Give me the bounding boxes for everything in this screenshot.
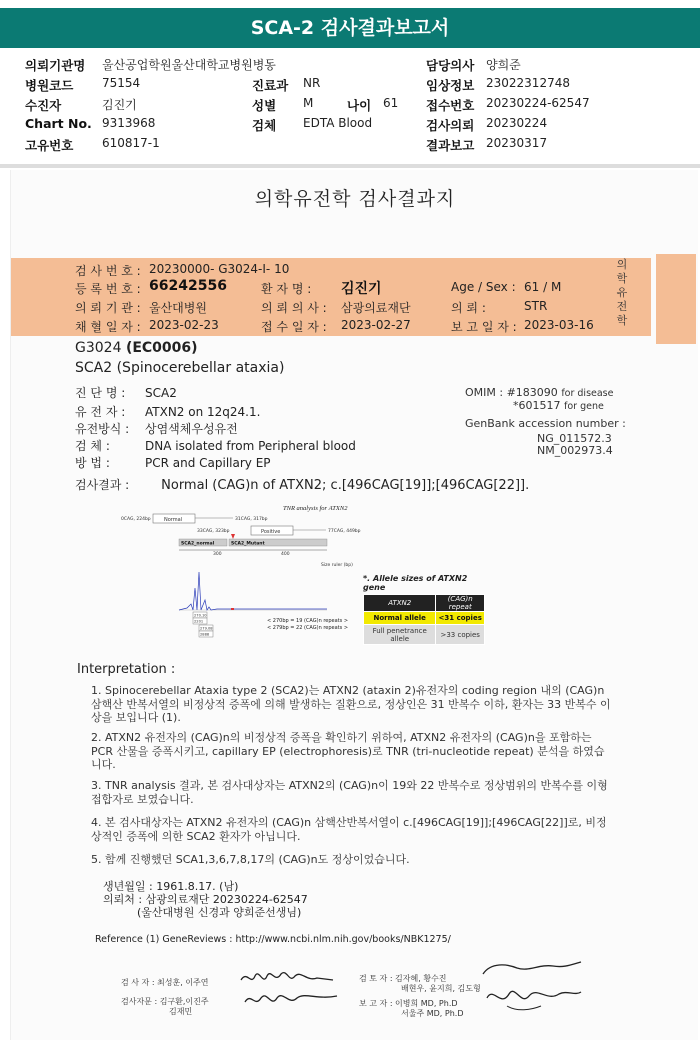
peak-label-3: 279.08 bbox=[200, 626, 213, 631]
positive-box-label: Positive bbox=[261, 529, 281, 535]
req-doc-value: 삼광의료재단 bbox=[341, 301, 411, 315]
test-name: SCA2 (Spinocerebellar ataxia) bbox=[75, 360, 285, 376]
report-label: 보 고 일 자 : bbox=[451, 320, 517, 334]
requester-line: 의뢰처 : 삼광의료재단 20230224-62547 bbox=[103, 893, 308, 906]
clinical-value: 23022312748 bbox=[486, 76, 570, 90]
omim-disease-id: #183090 bbox=[506, 386, 558, 399]
hospital-code-value: 75154 bbox=[102, 76, 141, 90]
doctor-value: 양희준 bbox=[486, 58, 521, 72]
detail-label: 유전방식 : bbox=[75, 422, 130, 436]
test-no-label: 검 사 번 호 : bbox=[75, 264, 141, 278]
header-row-3 bbox=[0, 96, 700, 114]
reviewer-names: 검 토 자 : 김자혜, 황수진 bbox=[359, 974, 447, 983]
header-row-1 bbox=[0, 56, 700, 74]
request-label: 검사의뢰 bbox=[426, 118, 475, 133]
detail-diagnosis bbox=[75, 384, 177, 401]
interpretation-item-1: 1. Spinocerebellar Ataxia type 2 (SCA2)는 ATXN2 (ataxin 2)유전자의 coding region 내의 (CAG)n 삼핵산 반복서열의 비정상적 증폭에 의해 발생하는 질환으로, 정상인은 31 반복수 이하, 환자는 33 반복수 이상을 보입니다 (1). bbox=[91, 684, 611, 724]
age-value: 61 bbox=[383, 96, 399, 110]
tester-signature bbox=[237, 966, 349, 1016]
detail-value: 상염색체우성유전 bbox=[145, 422, 238, 436]
allele-header-repeat: (CAG)n repeat bbox=[436, 595, 485, 612]
hospital-code-label: 병원코드 bbox=[25, 78, 74, 93]
peak-label-2: 2201 bbox=[194, 619, 204, 624]
detail-value: SCA2 bbox=[145, 386, 177, 400]
ruler-tick-400: 400 bbox=[281, 552, 290, 557]
birth-date: 생년월일 : 1961.8.17. (남) bbox=[103, 880, 239, 893]
detail-label: 방 법 : bbox=[75, 456, 110, 470]
advisor-names: 검사자문 : 김구환,이진주 bbox=[121, 997, 209, 1006]
result-value: Normal (CAG)n of ATXN2; c.[496CAG[19]];[496CAG[22]]. bbox=[161, 478, 530, 493]
req-label: 의 뢰 : bbox=[451, 301, 486, 315]
patient-name-value: 김진기 bbox=[341, 281, 382, 297]
receipt-label: 접수번호 bbox=[426, 98, 475, 113]
detail-gene bbox=[75, 403, 260, 420]
figure-title: TNR analysis for ATXN2 bbox=[283, 505, 348, 512]
allele-normal-row bbox=[364, 612, 485, 625]
request-value: 20230224 bbox=[486, 116, 548, 130]
sex-label: 성별 bbox=[252, 98, 277, 113]
reg-no-label: 등 록 번 호 : bbox=[75, 282, 141, 296]
age-label: 나이 bbox=[347, 98, 372, 113]
genbank-acc-1: NG_011572.3 bbox=[537, 432, 612, 445]
reg-no-value: 66242556 bbox=[149, 278, 227, 294]
detail-label: 검 체 : bbox=[75, 439, 110, 453]
reviewer-signature bbox=[477, 956, 587, 1016]
test-code-line bbox=[75, 340, 198, 356]
clinical-label: 임상정보 bbox=[426, 78, 475, 93]
reporter-names: 보 고 자 : 이병희 MD, Ph.D bbox=[359, 999, 458, 1008]
chart-label: Chart No. bbox=[25, 116, 92, 131]
receive-value: 2023-02-27 bbox=[341, 318, 411, 332]
receive-label: 접 수 일 자 : bbox=[261, 320, 327, 334]
paper-title: 의학유전학 검사결과지 bbox=[254, 188, 456, 210]
age-sex-label: Age / Sex : bbox=[451, 280, 516, 294]
reporter-names-2: 서울주 MD, Ph.D bbox=[401, 1009, 464, 1018]
collect-value: 2023-02-23 bbox=[149, 318, 219, 332]
req-inst-value: 울산대병원 bbox=[149, 301, 207, 315]
report-date-label: 결과보고 bbox=[426, 138, 475, 153]
genbank-acc-2: NM_002973.4 bbox=[537, 444, 613, 457]
normal-box-label: Normal bbox=[164, 517, 183, 523]
omim-disease-txt: for disease bbox=[561, 388, 614, 399]
omim-label: OMIM : bbox=[465, 386, 504, 399]
repeat-label-1: < 270bp = 19 (CAG)n repeats > bbox=[267, 618, 349, 624]
tester-names: 검 사 자 : 최성훈, 이주연 bbox=[121, 978, 209, 987]
detail-method bbox=[75, 454, 271, 471]
scanned-report-page bbox=[10, 170, 698, 1040]
test-code-ec: (EC0006) bbox=[125, 340, 198, 356]
report-header bbox=[0, 52, 700, 164]
allele-header-gene: ATXN2 bbox=[364, 595, 436, 612]
ruler-label: Size ruler (bp) bbox=[321, 563, 353, 568]
allele-table bbox=[363, 594, 485, 645]
detail-value: DNA isolated from Peripheral blood bbox=[145, 439, 356, 453]
figure-label-4: 77CAG, 449bp bbox=[328, 529, 361, 534]
tag-normal-label: SCA2_normal bbox=[181, 541, 215, 547]
chart-value: 9313968 bbox=[102, 116, 156, 130]
collect-label: 채 혈 일 자 : bbox=[75, 320, 141, 334]
specimen-label: 검체 bbox=[252, 118, 277, 133]
detail-label: 유 전 자 : bbox=[75, 405, 126, 419]
repeat-label-2: < 279bp = 22 (CAG)n repeats > bbox=[267, 625, 349, 631]
result-label: 검사결과 : bbox=[75, 478, 130, 492]
req-value: STR bbox=[524, 299, 548, 313]
allele-caption: *. Allele sizes of ATXN2 gene bbox=[363, 574, 468, 592]
figure-label-1: 0CAG, 224bp bbox=[121, 517, 151, 522]
doctor-label: 담당의사 bbox=[426, 58, 475, 73]
header-divider bbox=[0, 164, 700, 168]
omim-disease bbox=[465, 386, 613, 399]
tag-mutant-label: SCA2_Mutant bbox=[231, 541, 265, 547]
test-code: G3024 bbox=[75, 340, 122, 356]
allele-full-copies: >33 copies bbox=[436, 625, 485, 645]
test-result bbox=[75, 476, 529, 493]
band-side-strip bbox=[656, 254, 696, 344]
report-date-value: 20230317 bbox=[486, 136, 548, 150]
unique-value: 610817-1 bbox=[102, 136, 160, 150]
trace-line bbox=[179, 572, 327, 610]
figure-label-2: 31CAG, 317bp bbox=[235, 517, 268, 522]
header-row-5 bbox=[0, 136, 700, 154]
report-value: 2023-03-16 bbox=[524, 318, 594, 332]
reference: Reference (1) GeneReviews : http://www.ncbi.nlm.nih.gov/books/NBK1275/ bbox=[95, 934, 451, 945]
trace-marker bbox=[231, 608, 234, 610]
detail-inheritance bbox=[75, 420, 238, 437]
allele-full-name: Full penetrance allele bbox=[364, 625, 436, 645]
patient-value: 김진기 bbox=[102, 98, 137, 112]
allele-header-row bbox=[364, 595, 485, 612]
allele-full-row bbox=[364, 625, 485, 645]
dept-label: 진료과 bbox=[252, 78, 289, 93]
interpretation-item-3: 3. TNR analysis 결과, 본 검사대상자는 ATXN2의 (CAG)n이 19와 22 반복수로 정상범위의 반복수를 이형접합자로 보였습니다. bbox=[91, 779, 608, 806]
peak-label-4: 2888 bbox=[200, 632, 210, 637]
allele-normal-copies: <31 copies bbox=[436, 612, 485, 625]
allele-normal-name: Normal allele bbox=[364, 612, 436, 625]
allele-size-table bbox=[363, 574, 485, 645]
patient-label: 수진자 bbox=[25, 98, 62, 113]
side-vertical-text: 의 학 유 전 학 bbox=[616, 258, 628, 327]
dept-value: NR bbox=[303, 76, 321, 90]
institution-label: 의뢰기관명 bbox=[25, 58, 86, 73]
peak-label-1: 270.10 bbox=[194, 613, 207, 618]
test-no-value: 20230000- G3024-I- 10 bbox=[149, 262, 290, 276]
omim-gene bbox=[513, 399, 604, 412]
unique-label: 고유번호 bbox=[25, 138, 74, 153]
receipt-value: 20230224-62547 bbox=[486, 96, 590, 110]
interpretation-title: Interpretation : bbox=[77, 662, 176, 677]
cutoff-marker bbox=[231, 534, 235, 539]
omim-gene-id: *601517 bbox=[513, 399, 561, 412]
interpretation-item-2: 2. ATXN2 유전자의 (CAG)n의 비정상적 증폭을 확인하기 위하여, ATXN2 유전자의 (CAG)n을 포함하는 PCR 산물을 증폭시키고, capillary EP (electrophoresis)로 TNR (tri-nucleotide repeat) 분석을 하였습니다. bbox=[91, 731, 605, 771]
header-row-4 bbox=[0, 116, 700, 134]
figure-label-3: 33CAG, 323bp bbox=[197, 529, 230, 534]
requester-line-2: (울산대병원 신경과 양희준선생님) bbox=[137, 906, 302, 919]
genbank-label: GenBank accession number : bbox=[465, 417, 626, 430]
omim-gene-txt: for gene bbox=[564, 401, 604, 412]
ruler-tick-300: 300 bbox=[213, 552, 222, 557]
detail-specimen bbox=[75, 437, 356, 454]
advisor-names-2: 김재민 bbox=[169, 1007, 193, 1016]
patient-name-label: 환 자 명 : bbox=[261, 282, 312, 296]
specimen-value: EDTA Blood bbox=[303, 116, 373, 130]
report-title-banner: SCA-2 검사결과보고서 bbox=[0, 8, 700, 48]
sex-value: M bbox=[303, 96, 314, 110]
detail-value: ATXN2 on 12q24.1. bbox=[145, 405, 261, 419]
age-sex-value: 61 / M bbox=[524, 280, 562, 294]
req-inst-label: 의 뢰 기 관 : bbox=[75, 301, 141, 315]
detail-value: PCR and Capillary EP bbox=[145, 456, 271, 470]
interpretation-item-4: 4. 본 검사대상자는 ATXN2 유전자의 (CAG)n 삼핵산반복서열이 c.[496CAG[19]];[496CAG[22]]로, 비정상적인 증폭에 의한 SCA2 환자가 아닙니다. bbox=[91, 816, 607, 843]
institution-value: 울산공업학원울산대학교병원병동 bbox=[102, 58, 276, 72]
req-doc-label: 의 뢰 의 사 : bbox=[261, 301, 327, 315]
reviewer-names-2: 배현우, 윤지희, 김도형 bbox=[401, 984, 481, 993]
patient-info-band bbox=[11, 258, 651, 336]
interpretation-item-5: 5. 함께 진행했던 SCA1,3,6,7,8,17의 (CAG)n도 정상이었습니다. bbox=[91, 853, 410, 866]
detail-label: 진 단 명 : bbox=[75, 386, 126, 400]
header-row-2 bbox=[0, 76, 700, 94]
